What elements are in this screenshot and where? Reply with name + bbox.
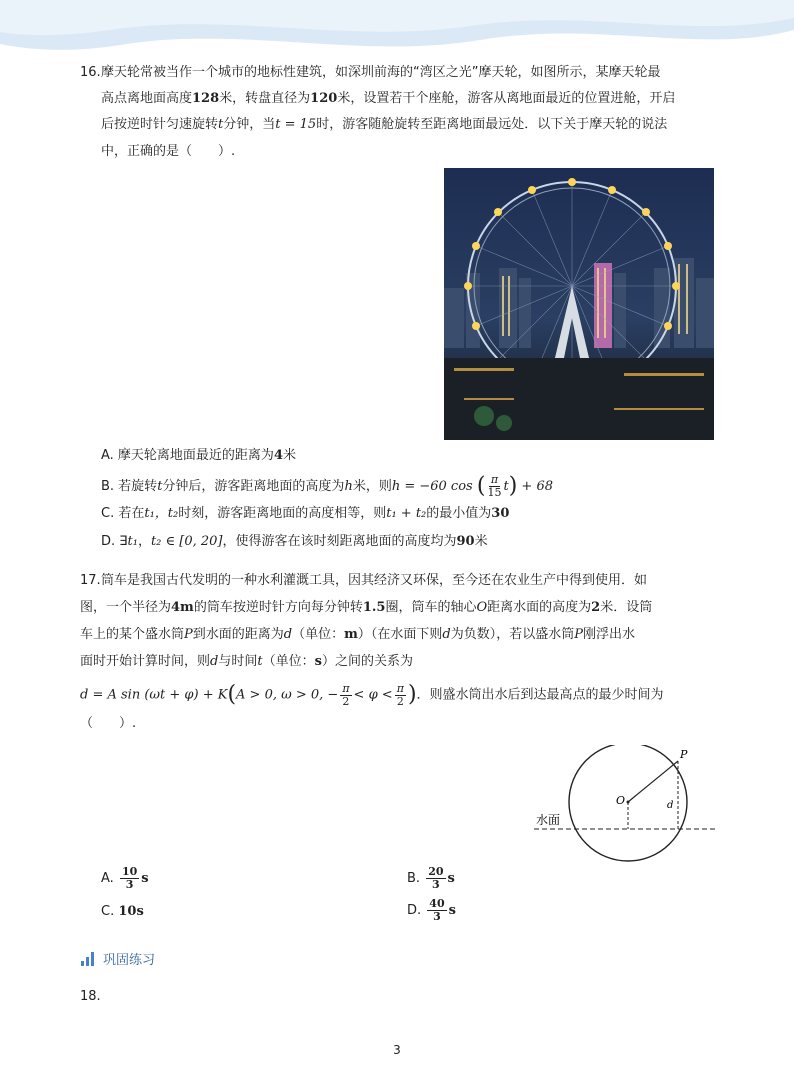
water-wheel-diagram xyxy=(530,745,716,867)
fig-label-d: d xyxy=(667,800,674,811)
q17-stem-line3: 车上的某个盛水筒P到水面的距离为d（单位：m）（在水面下则d为负数），若以盛水筒P刚浮出水 xyxy=(80,627,636,642)
q17-option-c[interactable]: C. 10s xyxy=(101,904,144,919)
q16-option-d[interactable]: D. ∃t₁，t₂ ∈ [0, 20]，使得游客在该时刻距离地面的高度均为90米 xyxy=(101,534,488,549)
q17-formula-line: d = A sin (ωt + φ) + K(A > 0, ω > 0, − $\frac{\pi}{2}$ < φ < $\frac{\pi}{2}$ )．则盛水筒出水后到达最高点的最少时间为 xyxy=(80,681,664,708)
q16-option-a[interactable]: A. 摩天轮离地面最近的距离为4米 xyxy=(101,448,296,463)
q16-stem-line2: 高点离地面高度128米，转盘直径为120米，设置若干个座舱，游客从离地面最近的位置进舱，开启 xyxy=(101,91,676,106)
q17-option-a[interactable]: A. $\frac{10}{3}$ s xyxy=(101,865,149,891)
q16-stem-line4: 中，正确的是（ ）. xyxy=(101,144,236,159)
page-number: 3 xyxy=(393,1043,401,1057)
q16-number: 16. xyxy=(80,65,101,80)
section-consolidation-practice xyxy=(81,949,155,968)
bar-chart-icon xyxy=(81,952,94,966)
q17-stem-line1: 筒车是我国古代发明的一种水利灌溉工具，因其经济又环保，至今还在农业生产中得到使用．如 xyxy=(101,573,648,588)
q17-stem-line6: （ ）. xyxy=(80,716,137,731)
q16-stem-line1: 摩天轮常被当作一个城市的地标性建筑，如深圳前海的“湾区之光”摩天轮，如图所示，某摩天轮最 xyxy=(101,65,661,80)
header-wave-decoration xyxy=(0,0,794,70)
q16-stem-line3: 后按逆时针匀速旋转t分钟，当t = 15时，游客随舱旋转至距离地面最远处．以下关于摩天轮的说法 xyxy=(101,117,668,132)
q17-stem-line2: 图，一个半径为4m的筒车按逆时针方向每分钟转1.5圈，筒车的轴心O距离水面的高度为2米．设筒 xyxy=(80,600,653,615)
q16-option-c[interactable]: C. 若在t₁，t₂时刻，游客距离地面的高度相等，则t₁ + t₂的最小值为30 xyxy=(101,506,510,521)
q17-option-d[interactable]: D. $\frac{40}{3}$ s xyxy=(407,897,456,923)
q17-stem-line4: 面时开始计算时间，则d与时间t（单位：s）之间的关系为 xyxy=(80,654,413,669)
fig-label-P: P xyxy=(680,748,688,761)
q16-option-b[interactable]: B. 若旋转t分钟后，游客距离地面的高度为h米，则h = −60 cos ( $\frac{\pi}{15}$ t) + 68 xyxy=(101,473,553,499)
fig-label-water: 水面 xyxy=(536,813,561,827)
ferris-wheel-photo xyxy=(444,168,714,440)
q17-number: 17. xyxy=(80,573,101,588)
section-title: 巩固练习 xyxy=(103,953,156,968)
q18-number: 18. xyxy=(80,989,101,1004)
q17-option-b[interactable]: B. $\frac{20}{3}$ s xyxy=(407,865,455,891)
fig-label-O: O xyxy=(616,794,626,807)
